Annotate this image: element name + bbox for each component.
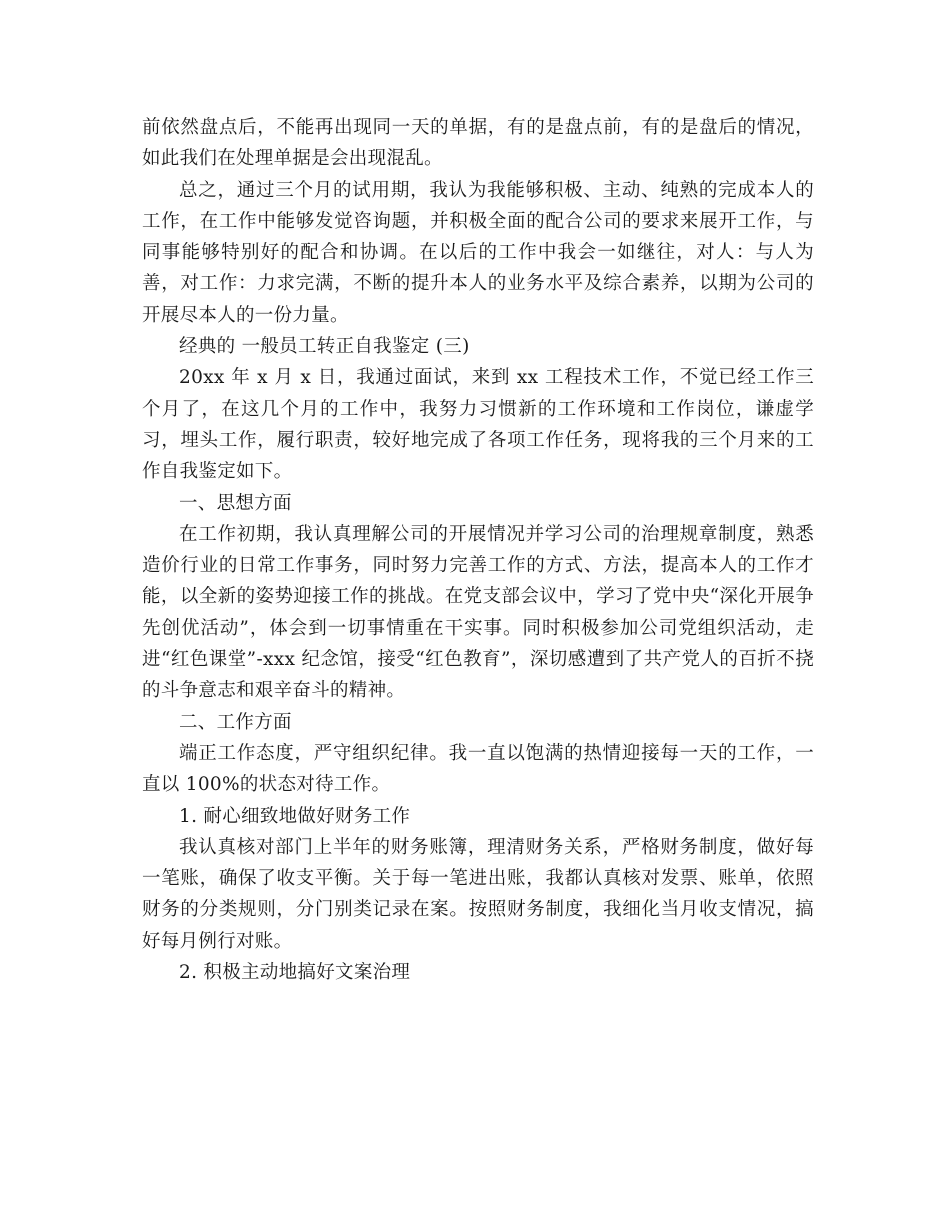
paragraph-intro: 20xx 年 x 月 x 日，我通过面试，来到 xx 工程技术工作，不觉已经工作三个月了，在这几个月的工作中，我努力习惯新的工作环境和工作岗位，谦虚学习，埋头工作，履行职责，较好地完成了各项工作任务，现将我的三个月来的工作自我鉴定如下。 [142,367,814,483]
heading-documents: 2. 积极主动地搞好文案治理 [179,962,411,984]
paragraph-finance: 我认真核对部门上半年的财务账簿，理清财务关系，严格财务制度，做好每一笔账，确保了收支平衡。关于每一笔进出账，我都认真核对发票、账单，依照财务的分类规则，分门别类记录在案。按照财务制度，我细化当月收支情况，搞好每月例行对账。 [142,836,814,952]
paragraph-continuation: 前依然盘点后，不能再出现同一天的单据，有的是盘点前，有的是盘后的情况，如此我们在处理单据是会出现混乱。 [142,117,814,170]
heading-thought: 一、思想方面 [179,492,292,514]
paragraph-summary: 总之，通过三个月的试用期，我认为我能够积极、主动、纯熟的完成本人的工作，在工作中能够发觉咨询题，并积极全面的配合公司的要求来展开工作，与同事能够特别好的配合和协调。在以后的工作中我会一如继往，对人：与人为善，对工作：力求完满，不断的提升本人的业务水平及综合素养，以期为公司的开展尽本人的一份力量。 [142,179,814,326]
document-page [142,112,814,988]
section-title: 经典的 一般员工转正自我鉴定 (三) [179,336,470,358]
heading-finance: 1. 耐心细致地做好财务工作 [179,805,411,827]
paragraph-thought: 在工作初期，我认真理解公司的开展情况并学习公司的治理规章制度，熟悉造价行业的日常工作事务，同时努力完善工作的方式、方法，提高本人的工作才能，以全新的姿势迎接工作的挑战。在党支部会议中，学习了党中央“深化开展争先创优活动”，体会到一切事情重在干实事。同时积极参加公司党组织活动，走进“红色课堂”-xxx 纪念馆，接受“红色教育”，深切感遭到了共产党人的百折不挠的斗争意志和艰辛奋斗的精神。 [142,523,814,702]
paragraph-work: 端正工作态度，严守组织纪律。我一直以饱满的热情迎接每一天的工作，一直以 100%的状态对待工作。 [142,742,814,796]
heading-work: 二、工作方面 [179,711,292,733]
